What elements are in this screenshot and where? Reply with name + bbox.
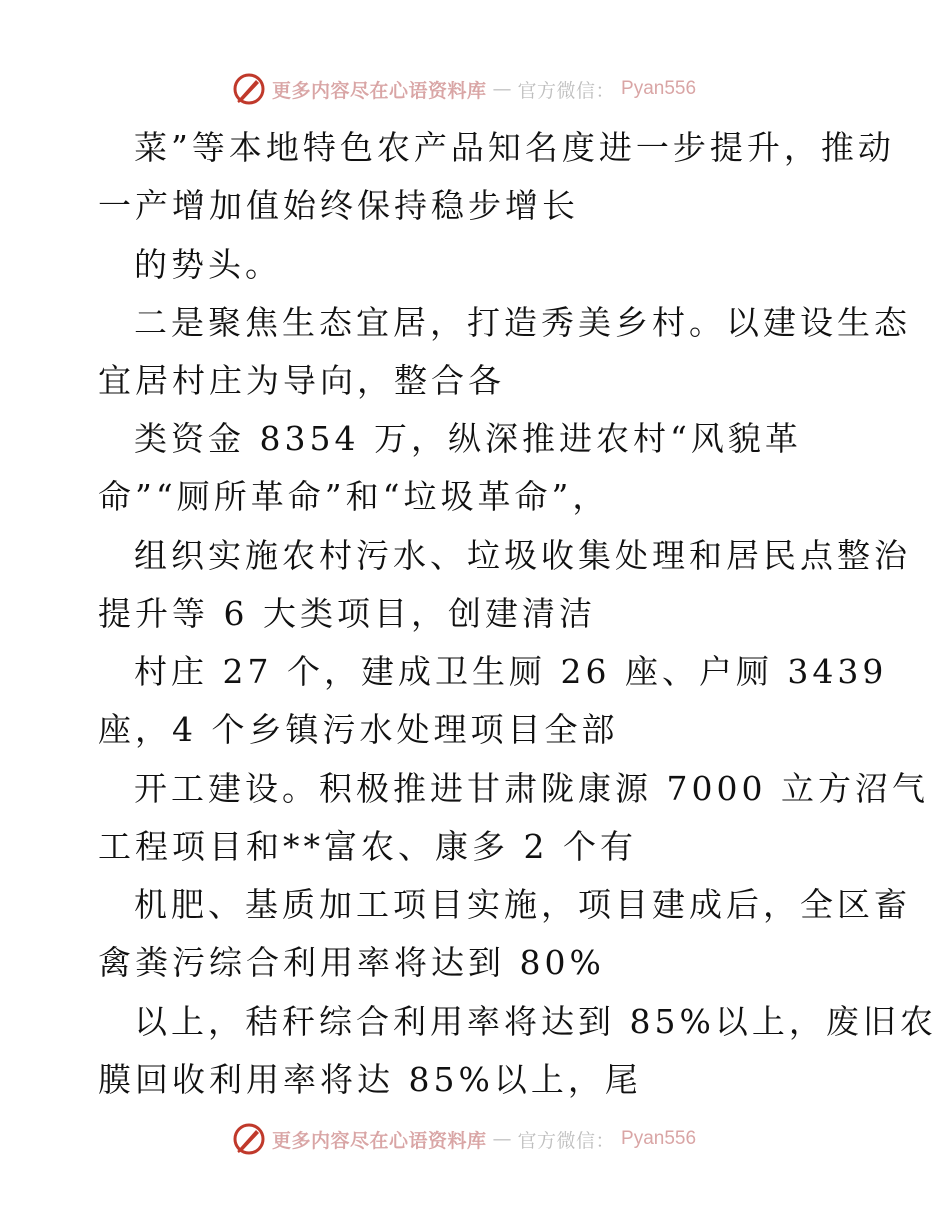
text-line: 二是聚焦生态宜居，打造秀美乡村。以建设生态 [134,303,911,342]
text-line: 的势头。 [134,245,282,284]
quill-logo-icon [232,72,266,106]
footer-watermark [232,1122,696,1156]
text-line: 膜回收利用率将达 85%以上，尾 [98,1060,642,1099]
watermark-separator: — [492,1128,512,1150]
text-line: 工程项目和**富农、康多 2 个有 [98,827,637,866]
text-line: 组织实施农村污水、垃圾收集处理和居民点整治 [134,536,911,575]
text-line: 座，4 个乡镇污水处理项目全部 [98,710,619,749]
watermark-brand-text: 更多内容尽在心语资料库 [272,1129,487,1152]
text-line: 村庄 27 个，建成卫生厕 26 座、户厕 3439 [134,652,888,691]
watermark-label: 官方微信： [517,1129,616,1152]
quill-logo-icon [232,1122,266,1156]
text-line: 命”“厕所革命”和“垃圾革命”， [98,477,610,516]
text-line: 类资金 8354 万，纵深推进农村“风貌革 [134,419,802,458]
watermark-brand-text: 更多内容尽在心语资料库 [272,79,487,102]
watermark-wechat-id: Pyan556 [621,1128,697,1149]
text-line: 以上，秸秆综合利用率将达到 85%以上，废旧农 [134,1002,937,1041]
text-line: 机肥、基质加工项目实施，项目建成后，全区畜 [134,885,911,924]
watermark-wechat-id: Pyan556 [621,78,697,99]
text-line: 提升等 6 大类项目，创建清洁 [98,594,596,633]
text-line: 菜”等本地特色农产品知名度进一步提升，推动 [134,128,895,167]
text-line: 开工建设。积极推进甘肃陇康源 7000 立方沼气 [134,769,929,808]
header-watermark [232,72,696,106]
watermark-separator: — [492,78,512,100]
text-line: 一产增加值始终保持稳步增长 [98,186,579,225]
text-line: 宜居村庄为导向，整合各 [98,361,505,400]
text-line: 禽粪污综合利用率将达到 80% [98,943,605,982]
watermark-label: 官方微信： [517,79,616,102]
